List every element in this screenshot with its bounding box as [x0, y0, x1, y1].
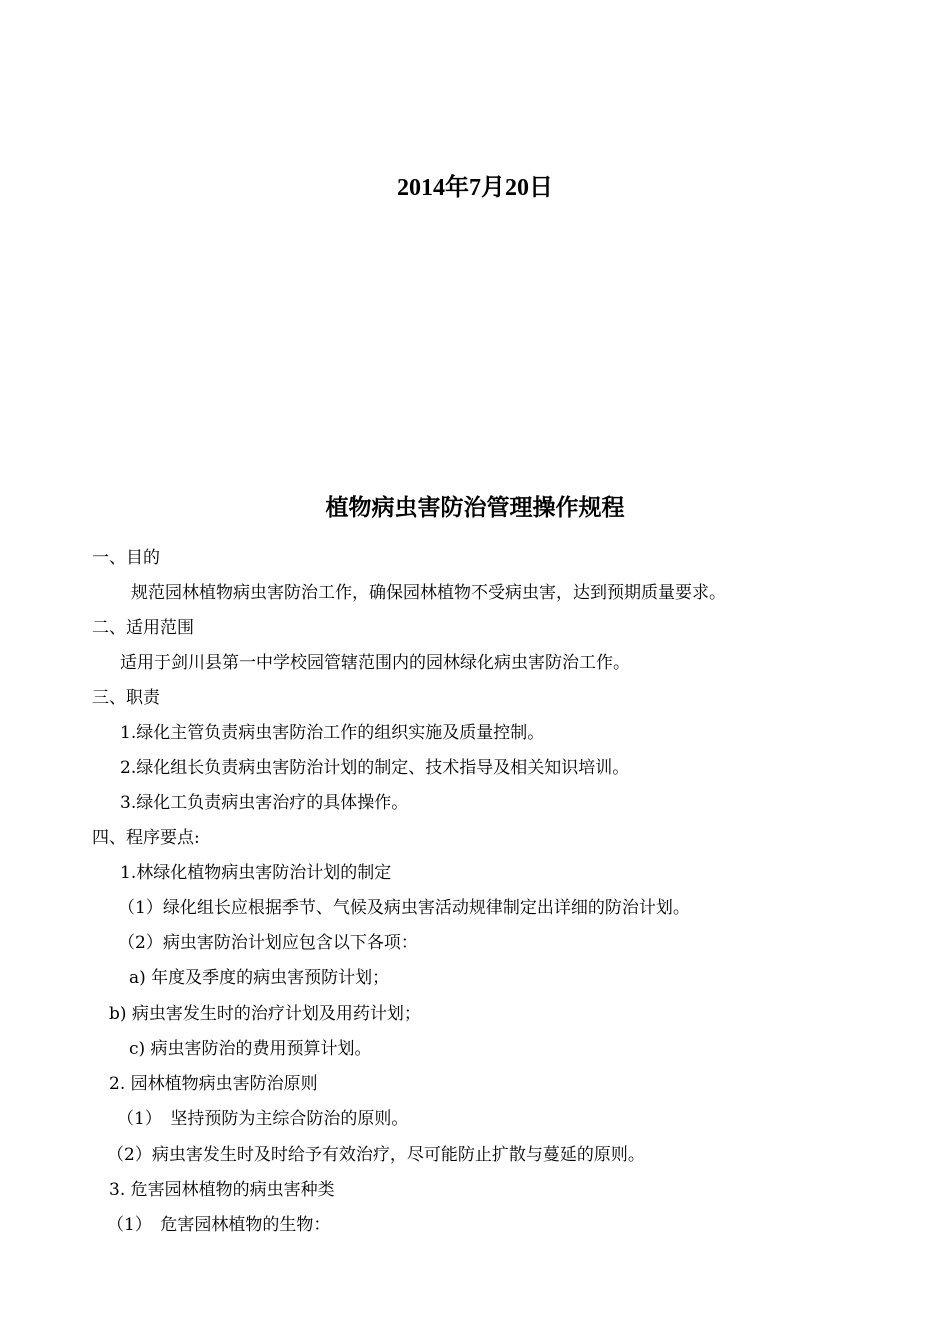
list-item: b) 病虫害发生时的治疗计划及用药计划；: [109, 1004, 421, 1024]
section-heading-scope: 二、适用范围: [92, 618, 194, 638]
document-title: 植物病虫害防治管理操作规程: [325, 494, 625, 521]
document-date: 2014年7月20日: [397, 175, 553, 201]
list-item: 2.绿化组长负责病虫害防治计划的制定、技术指导及相关知识培训。: [120, 758, 630, 778]
subsection-heading: 1.林绿化植物病虫害防治计划的制定: [120, 863, 392, 883]
list-item: （1）绿化组长应根据季节、气候及病虫害活动规律制定出详细的防治计划。: [118, 898, 690, 918]
list-item: （1） 坚持预防为主综合防治的原则。: [117, 1109, 409, 1129]
list-item: 3.绿化工负责病虫害治疗的具体操作。: [120, 793, 409, 813]
subsection-heading: 2. 园林植物病虫害防治原则: [109, 1074, 318, 1094]
list-item: （1） 危害园林植物的生物：: [107, 1215, 331, 1235]
list-item: （2）病虫害发生时及时给予有效治疗，尽可能防止扩散与蔓延的原则。: [107, 1145, 645, 1165]
section-heading-purpose: 一、目的: [92, 548, 160, 568]
list-item: c) 病虫害防治的费用预算计划。: [129, 1039, 372, 1059]
subsection-heading: 3. 危害园林植物的病虫害种类: [109, 1180, 335, 1200]
paragraph: 规范园林植物病虫害防治工作，确保园林植物不受病虫害，达到预期质量要求。: [131, 583, 726, 603]
section-heading-procedure: 四、程序要点:: [92, 828, 200, 848]
section-heading-duties: 三、职责: [92, 688, 160, 708]
paragraph: 适用于剑川县第一中学校园管辖范围内的园林绿化病虫害防治工作。: [120, 653, 630, 673]
list-item: 1.绿化主管负责病虫害防治工作的组织实施及质量控制。: [120, 723, 545, 743]
list-item: （2）病虫害防治计划应包含以下各项：: [118, 933, 418, 953]
list-item: a) 年度及季度的病虫害预防计划；: [129, 968, 390, 988]
